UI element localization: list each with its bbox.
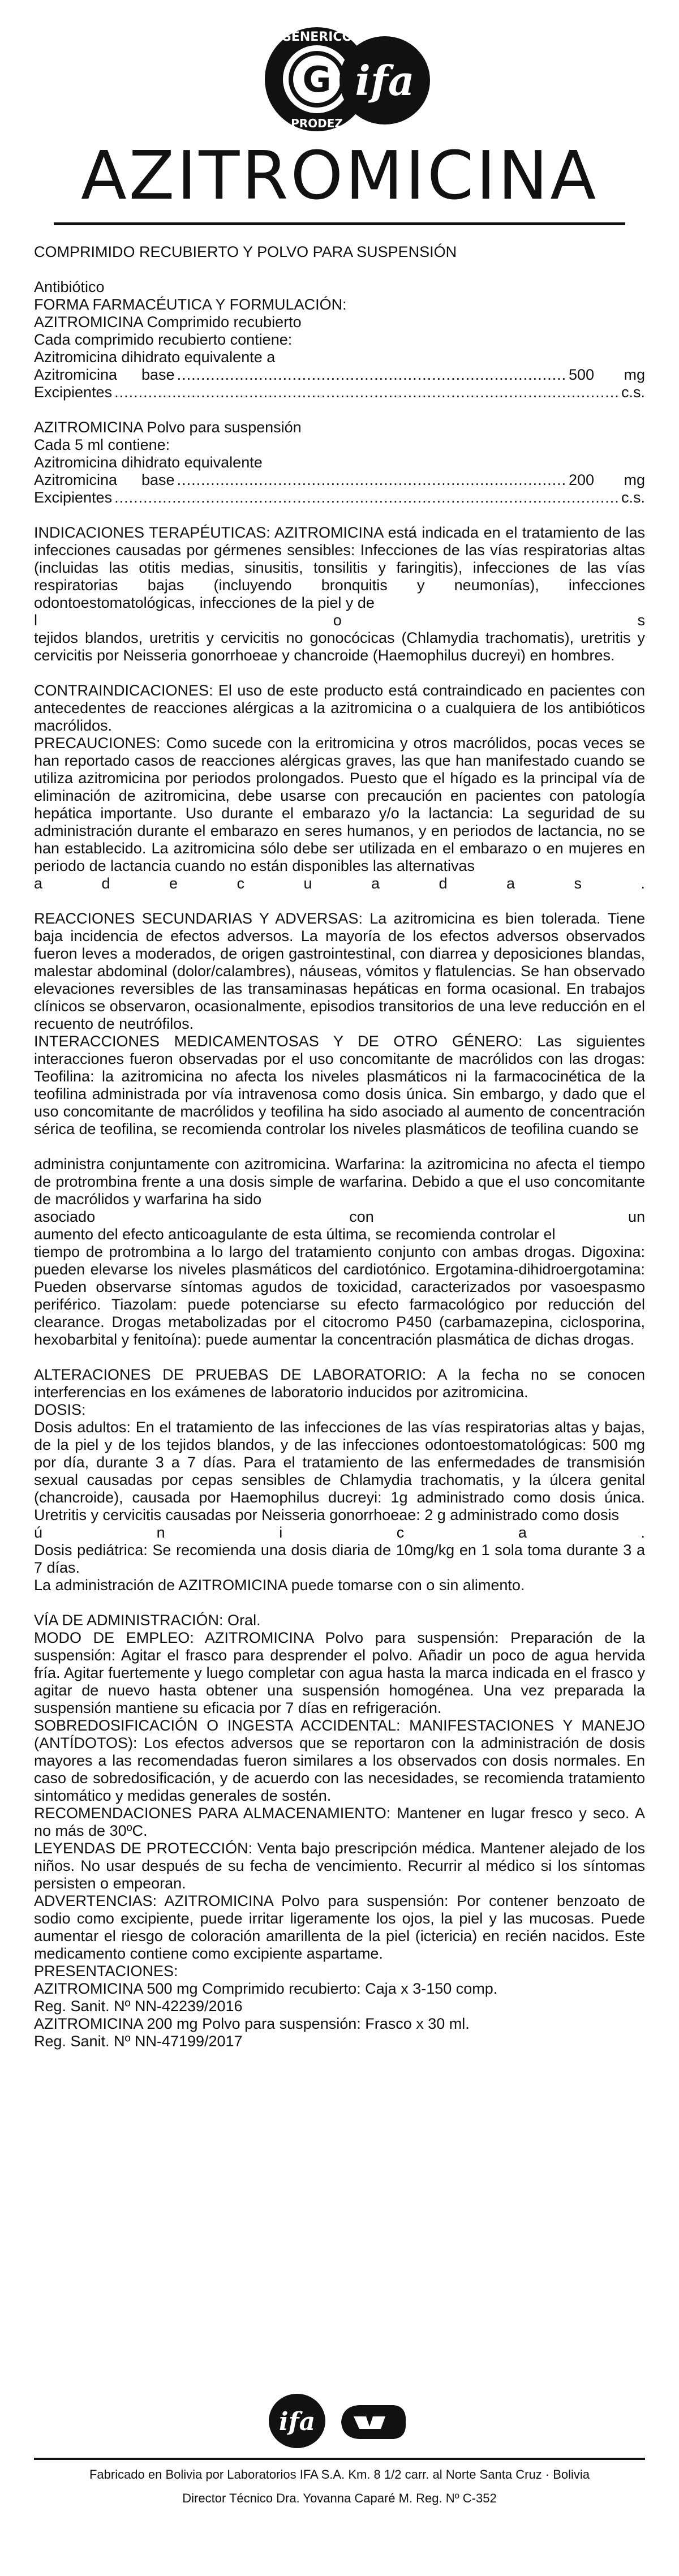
letter: c [237,875,244,892]
footer-logos [0,2389,679,2452]
ifa-footer-text: ifa [278,2407,316,2436]
ifa-logo-text: ifa [355,57,415,105]
letter: . [641,875,645,892]
letter: s [637,612,645,629]
registro-line: Reg. Sanit. Nº NN-47199/2017 [34,2033,243,2050]
title-divider [54,222,625,225]
section-contraindicaciones: CONTRAINDICACIONES: El uso de este producto está contraindicado en pacientes con antecedentes de reacciones alérgicas a la azitromicina o a cualquiera de los antibióticos macrólidos. [34,682,645,734]
dosis-text: Dosis pediátrica: Se recomienda una dosis diaria de 10mg/kg en 1 sola toma durante 3 a 7 días. [34,1542,645,1576]
letter: c [396,1524,405,1541]
letter: a [518,1524,527,1541]
dot-leader [177,366,566,384]
manufacturer-line: Fabricado en Bolivia por Laboratorios IFA S.A. Km. 8 1/2 carr. al Norte Santa Cruz · Bolivia [89,2467,590,2481]
interacciones-text: aumento del efecto anticoagulante de esta última, se recomienda controlar el [34,1226,556,1243]
dot-leader [114,489,619,506]
letter: a [371,875,380,892]
letter: l [34,612,37,629]
word: asociado [34,1208,96,1225]
letter: ú [34,1524,43,1541]
indicaciones-text: tejidos blandos, uretritis y cervicitis no gonocócicas (Chlamydia trachomatis), uretritis y cervicitis por Neisseria gonorrhoeae y chancroide (Haemophilus ducreyi) en hombres. [34,629,645,664]
composition-value: 500 [568,366,594,383]
section-advertencias: ADVERTENCIAS: AZITROMICINA Polvo para suspensión: Por contener benzoato de sodio como excipiente, puede irritar ligeramente los ojos, la piel y las mucosas. Puede aumentar el riesgo de coloración amarillenta de la piel (ictericia) en recién nacidos. Este medicamento contiene como excipiente aspartame. [34,1892,645,1962]
category: Antibiótico [34,278,105,295]
seal-text-top: GENERICO [281,30,353,44]
composition-name: base [141,366,175,383]
section-interacciones [34,1033,645,1349]
composition-value: 200 [568,471,594,488]
section-precauciones [34,735,645,892]
dot-leader [177,471,566,489]
section-reacciones: REACCIONES SECUNDARIAS Y ADVERSAS: La azitromicina es bien tolerada. Tiene baja incidencia de efectos adversos. La mayoría de los efectos adversos observados fueron leves a moderados, de origen gastrointestinal, con diarrea y deposiciones blandas, malestar abdominal (dolor/calambres), náuseas, vómitos y flatulencias. Se han observado elevaciones reversibles de las transaminasas hepáticas en forma ocasional. En trabajos clínicos se observaron, ocasionalmente, episodios transitorios de una leve reducción en el recuento de neutrófilos. [34,910,645,1032]
forma-line: Azitromicina dihidrato equivalente a [34,349,276,366]
letter: a [34,875,43,892]
seal-letter: G [302,59,332,100]
letter: d [101,875,110,892]
header-logos [0,23,679,153]
letter: a [506,875,515,892]
dosis-text: La administración de AZITROMICINA puede tomarse con o sin alimento. [34,1577,525,1594]
letter: o [333,612,342,629]
section-leyendas: LEYENDAS DE PROTECCIÓN: Venta bajo prescripción médica. Mantener alejado de los niños. No usar después de su fecha de vencimiento. Recurrir al médico si los síntomas persisten o empeoran. [34,1840,645,1892]
interacciones-text: tiempo de protrombina a lo largo del tratamiento conjunto con ambas drogas. Digoxina: pueden elevarse los niveles plasmáticos del cardiotónico. Ergotamina-dihidroergotamina: Pueden observarse síntomas agudos de toxicidad, caracterizados por vasoespasmo periférico. Tiazolam: puede potenciarse su efecto farmacológico por reducción del clearance. Drogas metabolizadas por el citocromo P450 (carbamazepina, ciclosporina, hexobarbital y fenitoína): puede aumentar la concentración plasmática de dichas drogas. [34,1243,645,1348]
section-polvo [34,419,645,506]
section-indicaciones [34,524,645,664]
subtitle: COMPRIMIDO RECUBIERTO Y POLVO PARA SUSPENSIÓN [34,243,457,260]
indicaciones-text: INDICACIONES TERAPÉUTICAS: AZITROMICINA está indicada en el tratamiento de las infecciones causadas por gérmenes sensibles: Infecciones de las vías respiratorias altas (incluidas las otitis medias, sinusitis, tonsilitis y faringitis), infecciones de las vías respiratorias bajas (incluyendo bronquitis y neumonías), infecciones odontoestomatológicas, infecciones de la piel y de [34,524,645,611]
registro-line: Reg. Sanit. Nº NN-42239/2016 [34,1998,243,2015]
polvo-line: Azitromicina dihidrato equivalente [34,454,263,471]
section-presentaciones [34,1963,645,2050]
letter: d [439,875,448,892]
section-sobredosificacion: SOBREDOSIFICACIÓN O INGESTA ACCIDENTAL: MANIFESTACIONES Y MANEJO (ANTÍDOTOS): Los efectos adversos que se reportaron con la administración de dosis mayores a las recomendadas fueron similares a los observados con dosis normales. En caso de sobredosificación, y de acuerdo con las necesidades, se recomienda tratamiento sintomático y medidas generales de sostén. [34,1717,645,1804]
polvo-line: Cada 5 ml contiene: [34,436,170,453]
composition-name: Excipientes [34,384,113,401]
justified-letters [34,612,645,629]
letter: s [574,875,582,892]
composition-unit: c.s. [621,489,645,506]
presentacion-line: AZITROMICINA 200 mg Polvo para suspensión: Frasco x 30 ml. [34,2015,470,2032]
justified-letters [34,875,645,892]
forma-line: Cada comprimido recubierto contiene: [34,331,293,348]
dot-leader [114,384,619,401]
section-dosis [34,1401,645,1594]
section-almacenamiento: RECOMENDACIONES PARA ALMACENAMIENTO: Mantener en lugar fresco y seco. A no más de 30ºC. [34,1805,645,1839]
composition-row [34,366,645,384]
polvo-line: AZITROMICINA Polvo para suspensión [34,419,302,436]
seal-text-bottom: PRODEZ [291,117,343,130]
dosis-heading: DOSIS: [34,1401,86,1418]
letter: i [279,1524,283,1541]
ifa-logo-icon [266,2389,328,2452]
ifa-logo-icon [334,28,436,130]
technical-director-line: Director Técnico Dra. Yovanna Caparé M. Reg. Nº C-352 [182,2491,497,2505]
letter: n [156,1524,165,1541]
composition-unit: c.s. [621,384,645,401]
section-via: VÍA DE ADMINISTRACIÓN: Oral. [34,1612,261,1629]
forma-heading: FORMA FARMACÉUTICA Y FORMULACIÓN: [34,296,347,313]
composition-unit: mg [624,366,645,383]
section-forma [34,296,645,401]
composition-row [34,471,645,489]
leaflet-content [34,243,645,2050]
dosis-text: Dosis adultos: En el tratamiento de las infecciones de las vías respiratorias altas y bajas, de la piel y de los tejidos blandos, y de las infecciones odontoestomatológicas: 500 mg por día, durante 3 a 7 días. Para el tratamiento de las enfermedades de transmisión sexual causadas por cepas sensibles de Chlamydia trachomatis, y la úlcera genital (chancroide), causada por Haemophilus ducreyi: 1g administrado como dosis única. Uretritis y cervicitis causadas por Neisseria gonorrhoeae: 2 g administrado como dosis [34,1419,645,1523]
forma-line: AZITROMICINA Comprimido recubierto [34,314,302,330]
composition-unit: mg [624,471,645,488]
justified-letters [34,1524,645,1542]
letter: . [641,1524,645,1541]
presentacion-line: AZITROMICINA 500 mg Comprimido recubierto: Caja x 3-150 comp. [34,1980,498,1997]
precauciones-text: PRECAUCIONES: Como sucede con la eritromicina y otros macrólidos, pocas veces se han reportado casos de reacciones alérgicas graves, las que han manifestado cuando se utiliza azitromicina por periodos prolongados. Puesto que el hígado es la principal vía de eliminación de azitromicina, debe usarse con precaución en pacientes con patología hepática importante. Uso durante el embarazo y/o la lactancia: La seguridad de su administración durante el embarazo en seres humanos, y en periodos de lactancia, no se han establecido. La azitromicina sólo debe ser utilizada en el embarazo o en mujeres en periodo de lactancia cuando no están disponibles las alternativas [34,735,645,874]
composition-row [34,384,645,401]
word: un [628,1208,645,1225]
page-title: AZITROMICINA [80,136,599,214]
section-alteraciones: ALTERACIONES DE PRUEBAS DE LABORATORIO: A la fecha no se conocen interferencias en los exámenes de laboratorio inducidos por azitromicina. [34,1366,645,1401]
company-mark-icon [337,2399,410,2445]
composition-name: base [141,471,175,488]
composition-row [34,489,645,506]
interacciones-text: INTERACCIONES MEDICAMENTOSAS Y DE OTRO GÉNERO: Las siguientes interacciones fueron observadas por el uso concomitante de macrólidos con las drogas: Teofilina: la azitromicina no afecta los niveles plasmáticos ni la farmacocinética de la teofilina administrada por vía intravenosa como dosis única. Sin embargo, y dado que el uso concomitante de macrólidos y teofilina ha sido asociado al aumento de concentración sérica de teofilina, se recomienda controlar los niveles plasmáticos de teofilina cuando se [34,1033,645,1137]
letter: e [169,875,178,892]
presentaciones-heading: PRESENTACIONES: [34,1963,178,1980]
justified-words [34,1208,645,1226]
letter: u [303,875,312,892]
composition-name: Excipientes [34,489,113,506]
word: con [349,1208,374,1225]
section-modo: MODO DE EMPLEO: AZITROMICINA Polvo para suspensión: Preparación de la suspensión: Agitar el frasco para desprender el polvo. Añadir un poco de agua hervida fría. Agitar fuertemente y luego completar con agua hasta la marca indicada en el frasco y agitar de nuevo hasta obtener una suspensión homogénea. Una vez preparada la suspensión mantiene su eficacia por 7 días en refrigeración. [34,1629,645,1716]
composition-name: Azitromicina [34,366,118,383]
footer-divider [34,2458,645,2460]
composition-name: Azitromicina [34,471,118,488]
interacciones-text: administra conjuntamente con azitromicina. Warfarina: la azitromicina no afecta el tiempo de protrombina frente a una dosis simple de warfarina. Debido a que el uso concomitante de macrólidos y warfarina ha sido [34,1156,645,1208]
